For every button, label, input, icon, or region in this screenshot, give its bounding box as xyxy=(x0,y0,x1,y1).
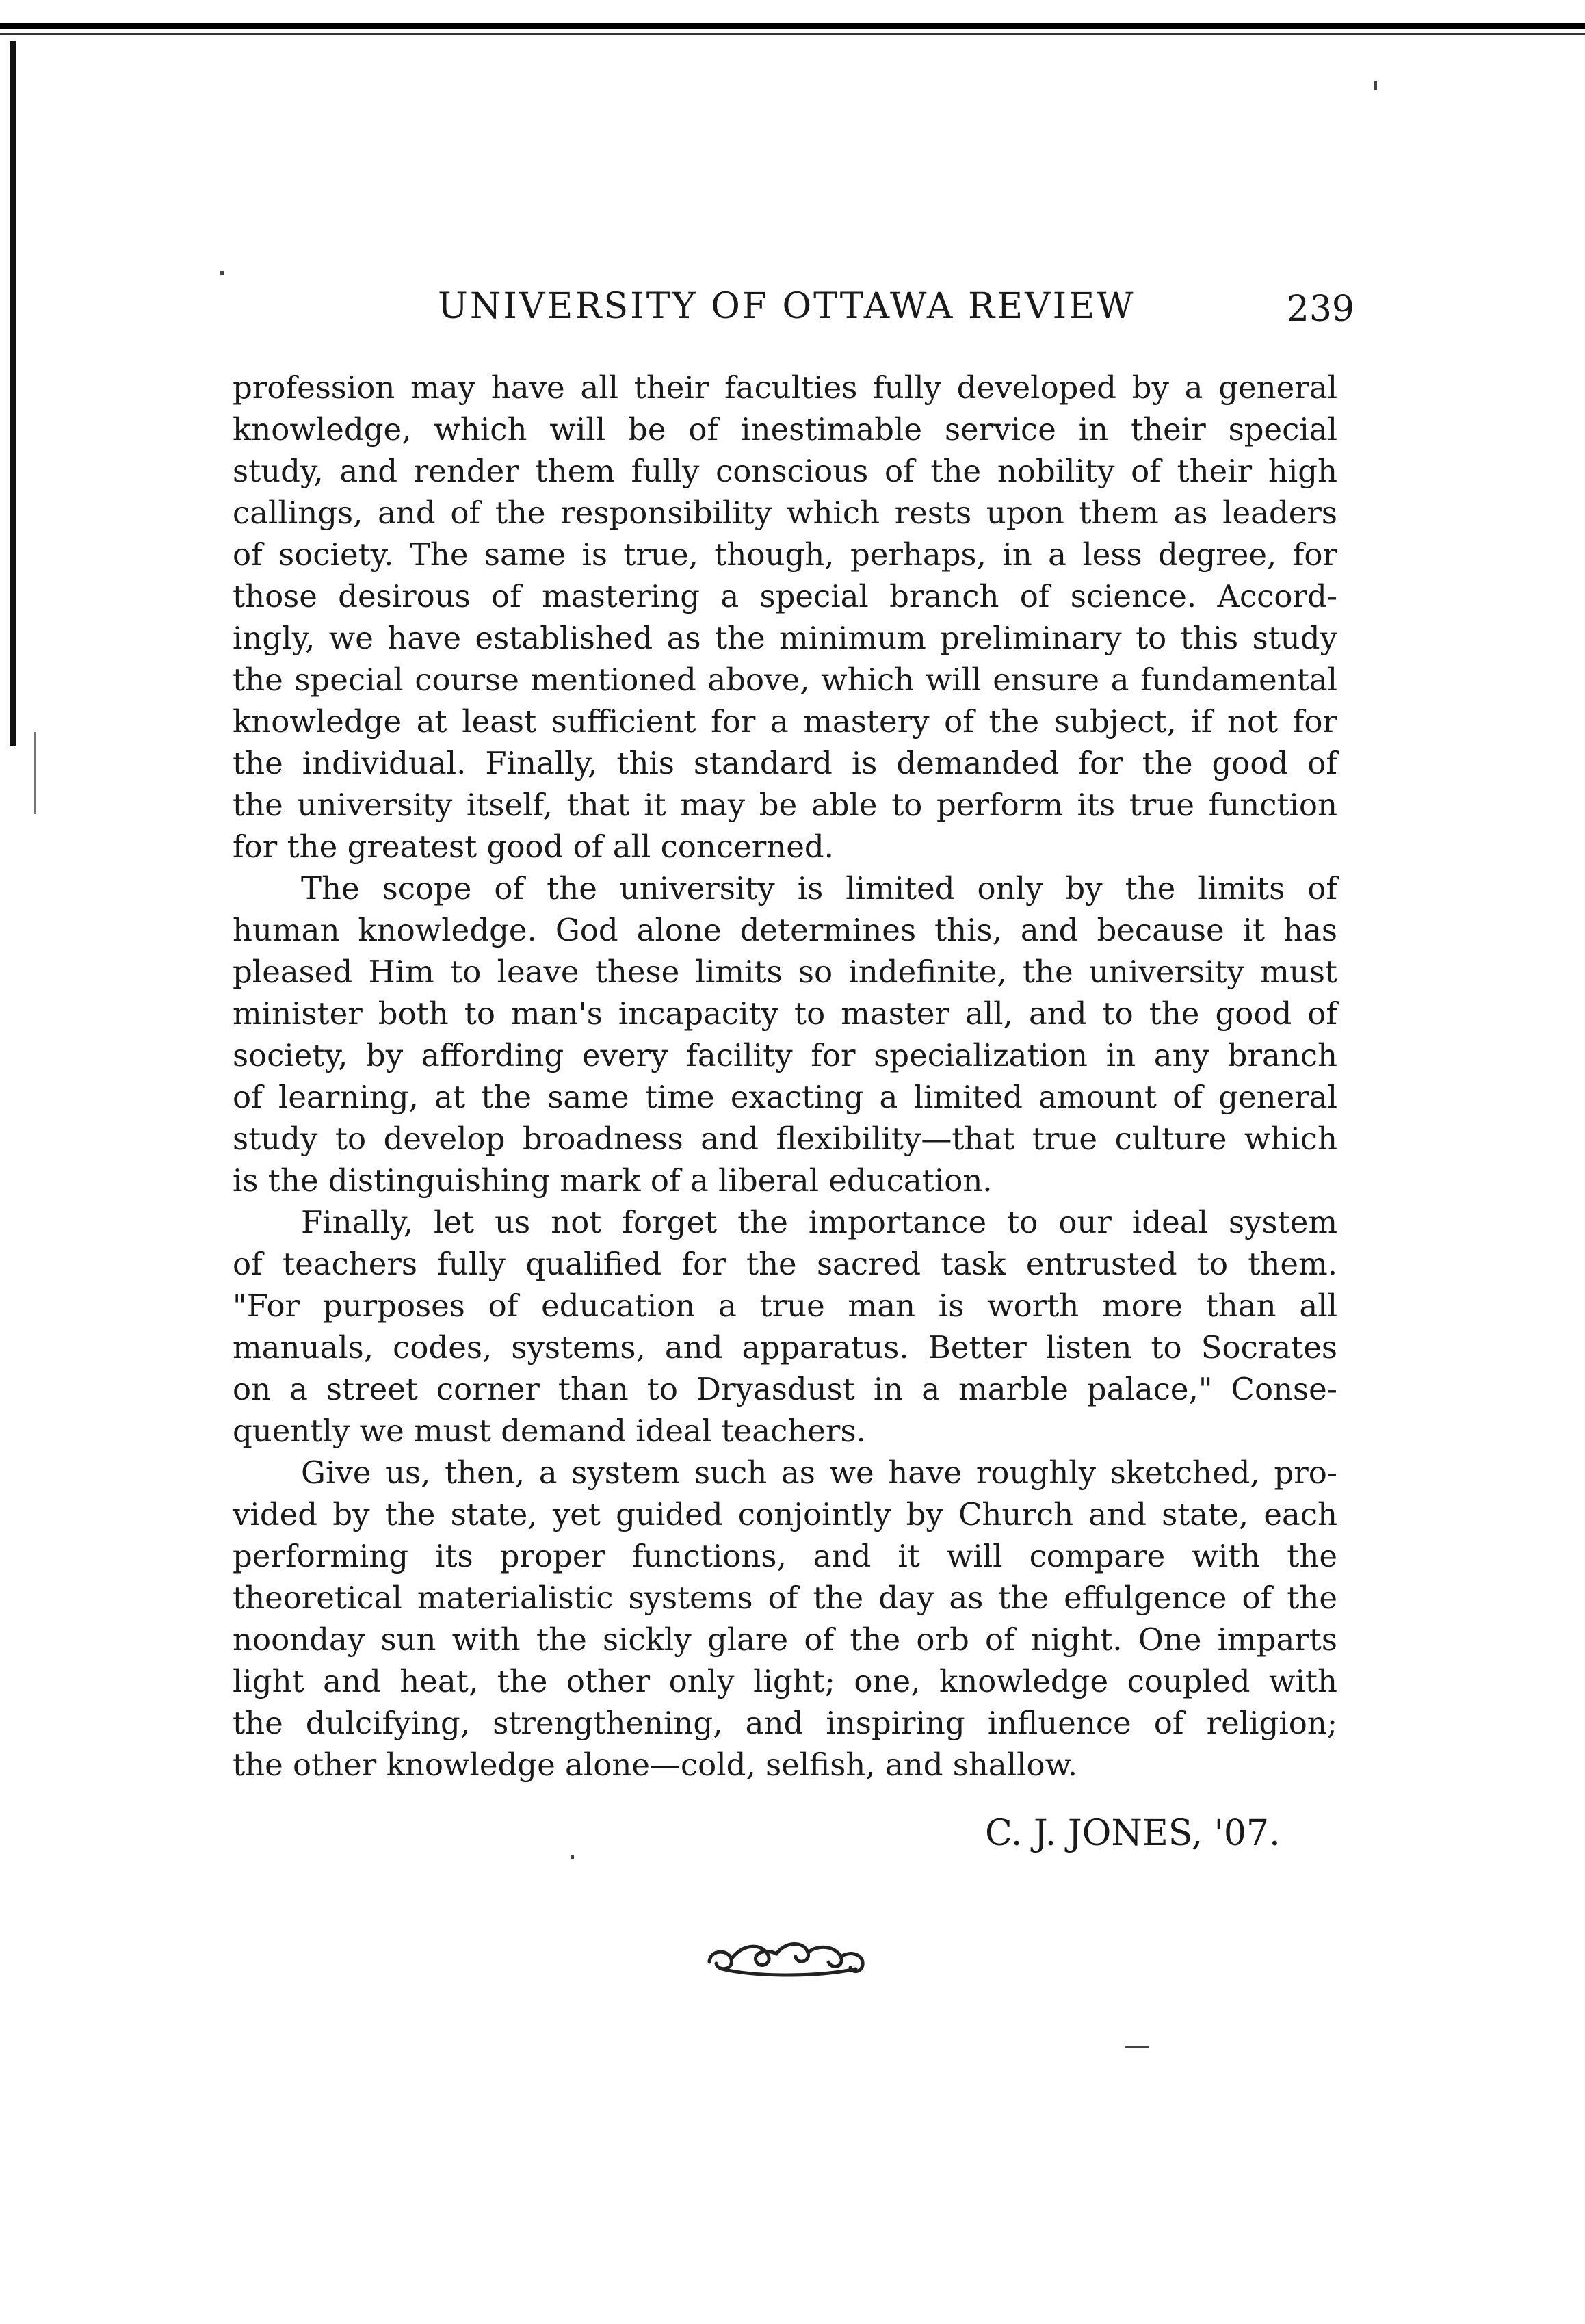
print-speck xyxy=(220,271,224,275)
author-signature: C. J. JONES, '07. xyxy=(985,1813,1281,1854)
text-line: knowledge, which will be of inestimable service in their special xyxy=(233,411,1337,447)
text-line: study to develop broadness and flexibility—that true culture which xyxy=(233,1121,1337,1157)
text-line: the university itself, that it may be able to perform its true function xyxy=(233,787,1337,823)
text-line: callings, and of the responsibility which rests upon them as leaders xyxy=(233,495,1337,531)
text-line: study, and render them fully conscious of the nobility of their high xyxy=(233,453,1337,489)
text-line: noonday sun with the sickly glare of the orb of night. One imparts xyxy=(233,1621,1337,1658)
decorative-flourish-icon xyxy=(701,1929,872,1984)
text-line: those desirous of mastering a special branch of science. Accord- xyxy=(233,578,1337,614)
margin-mark xyxy=(34,732,36,814)
text-line: the dulcifying, strengthening, and inspiring influence of religion; xyxy=(233,1705,1337,1741)
text-line: knowledge at least sufficient for a mastery of the subject, if not for xyxy=(233,703,1337,740)
text-line: the special course mentioned above, which will ensure a fundamental xyxy=(233,662,1337,698)
text-line: human knowledge. God alone determines this, and because it has xyxy=(233,912,1337,948)
text-line: the other knowledge alone—cold, selfish, and shallow. xyxy=(233,1747,1078,1783)
text-line: light and heat, the other only light; one, knowledge coupled with xyxy=(233,1663,1337,1699)
text-line: "For purposes of education a true man is worth more than all xyxy=(233,1288,1337,1324)
text-line: Give us, then, a system such as we have roughly sketched, pro- xyxy=(301,1454,1337,1491)
text-line: manuals, codes, systems, and apparatus. Better listen to Socrates xyxy=(233,1329,1337,1366)
text-line: quently we must demand ideal teachers. xyxy=(233,1413,866,1449)
text-line: minister both to man's incapacity to master all, and to the good of xyxy=(233,995,1337,1032)
text-line: pleased Him to leave these limits so indefinite, the university must xyxy=(233,954,1337,990)
running-title: UNIVERSITY OF OTTAWA REVIEW xyxy=(438,286,1136,327)
page-header xyxy=(438,286,1354,341)
page-number: 239 xyxy=(1286,289,1354,330)
top-border-rule xyxy=(0,23,1585,41)
text-line: of learning, at the same time exacting a limited amount of general xyxy=(233,1079,1337,1115)
text-line: profession may have all their faculties fully developed by a general xyxy=(233,369,1337,406)
text-line: of society. The same is true, though, perhaps, in a less degree, for xyxy=(233,536,1337,573)
left-border-rule xyxy=(10,41,16,746)
article-body xyxy=(233,367,1337,1797)
text-line: The scope of the university is limited only by the limits of xyxy=(301,870,1337,906)
text-line: theoretical materialistic systems of the day as the effulgence of the xyxy=(233,1580,1337,1616)
text-line: is the distinguishing mark of a liberal education. xyxy=(233,1162,993,1199)
text-line: performing its proper functions, and it will compare with the xyxy=(233,1538,1337,1574)
text-line: of teachers fully qualified for the sacred task entrusted to them. xyxy=(233,1246,1337,1282)
text-line: for the greatest good of all concerned. xyxy=(233,828,834,865)
print-speck xyxy=(1125,2046,1149,2048)
text-line: ingly, we have established as the minimum preliminary to this study xyxy=(233,620,1337,656)
print-speck xyxy=(1374,81,1377,90)
text-line: society, by affording every facility for specialization in any branch xyxy=(233,1037,1337,1073)
text-line: vided by the state, yet guided conjointly by Church and state, each xyxy=(233,1496,1337,1532)
text-line: on a street corner than to Dryasdust in a marble palace," Conse- xyxy=(233,1371,1337,1407)
text-line: the individual. Finally, this standard is demanded for the good of xyxy=(233,745,1337,781)
print-speck xyxy=(571,1855,574,1859)
text-line: Finally, let us not forget the importance to our ideal system xyxy=(301,1204,1337,1240)
